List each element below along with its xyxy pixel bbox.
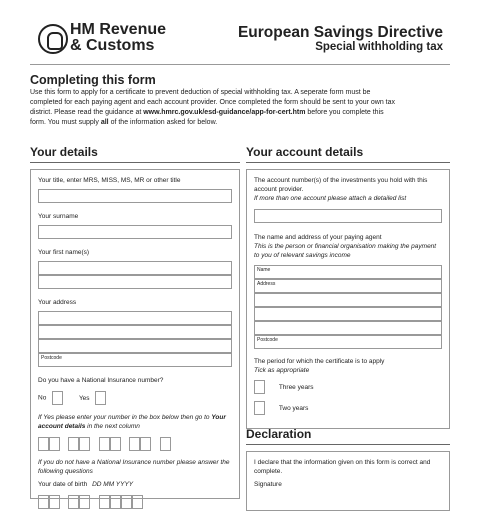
title-field[interactable] <box>38 189 232 203</box>
ni-box[interactable] <box>49 437 60 451</box>
ni-number-boxes <box>38 435 232 450</box>
paying-agent-fields <box>254 265 442 349</box>
no-ni-instruction: If you do not have a National Insurance number please answer the following questions <box>38 459 230 475</box>
surname-field[interactable] <box>38 225 232 239</box>
agent-address-label: Address <box>257 281 276 287</box>
intro-text-b: before you complete this form. You must supply <box>30 109 384 126</box>
surname-label: Your surname <box>38 213 79 220</box>
two-years-label: Two years <box>278 404 309 412</box>
agent-address-field-4[interactable] <box>254 321 442 335</box>
intro-text-c: of the information asked for below. <box>108 119 218 126</box>
postcode-field[interactable] <box>38 353 232 367</box>
dob-box[interactable] <box>121 495 132 509</box>
paying-agent-label: The name and address of your paying agent <box>254 234 382 241</box>
agent-name-label: Name <box>257 267 271 273</box>
agent-postcode-field[interactable] <box>254 335 442 349</box>
ni-box[interactable] <box>140 437 151 451</box>
agent-address-field-1[interactable] <box>254 279 442 293</box>
no-label: No <box>38 394 47 402</box>
account-details-section <box>246 145 450 429</box>
address-field-2[interactable] <box>38 325 232 339</box>
dob-label-text: Your date of birth <box>38 481 88 488</box>
your-details-panel <box>30 169 240 499</box>
ni-box[interactable] <box>160 437 171 451</box>
agent-postcode-label: Postcode <box>257 337 278 343</box>
your-details-heading: Your details <box>30 145 240 163</box>
declaration-heading: Declaration <box>246 427 450 445</box>
ni-box[interactable] <box>79 437 90 451</box>
first-names-label: Your first name(s) <box>38 249 90 256</box>
postcode-label: Postcode <box>41 355 62 361</box>
account-numbers-label: The account number(s) of the investments you hold with this account provider. <box>254 177 428 193</box>
ni-choice-row <box>38 391 232 407</box>
dob-box[interactable] <box>68 495 79 509</box>
yes-label: Yes <box>78 394 90 402</box>
document-subtitle: Special withholding tax <box>315 41 443 53</box>
dob-format: DD MM YYYY <box>92 481 134 488</box>
no-checkbox[interactable] <box>52 391 63 405</box>
dob-box[interactable] <box>49 495 60 509</box>
ni-box[interactable] <box>38 437 49 451</box>
dob-box[interactable] <box>99 495 110 509</box>
agent-name-field[interactable] <box>254 265 442 279</box>
account-details-heading: Your account details <box>246 145 450 163</box>
address-field-1[interactable] <box>38 311 232 325</box>
dob-boxes <box>38 493 232 508</box>
document-title: European Savings Directive <box>237 24 443 41</box>
guidance-link[interactable]: www.hmrc.gov.uk/esd-guidance/app-for-cert.htm <box>143 109 306 116</box>
declaration-text: I declare that the information given on this form is correct and complete. <box>254 459 431 475</box>
dob-box[interactable] <box>79 495 90 509</box>
paying-agent-hint: This is the person or financial organisation making the payment to you of relevant savings income <box>254 243 437 259</box>
ni-box[interactable] <box>68 437 79 451</box>
account-numbers-field[interactable] <box>254 209 442 223</box>
intro-text-a: Use this form to apply for a certificate to prevent deduction of special withholding tax. A seperate form must be completed for each paying agent and each account provider. Once completed the form should be sent to your own tax district. Please read the guidance at <box>30 89 396 116</box>
three-years-row <box>254 380 442 396</box>
ni-instruction-a: If Yes please enter your number in the box below then go to <box>38 414 212 421</box>
agent-address-field-2[interactable] <box>254 293 442 307</box>
logo-line-1: HM Revenue <box>70 21 167 38</box>
first-name-field-1[interactable] <box>38 261 232 275</box>
dob-box[interactable] <box>110 495 121 509</box>
header-divider <box>30 64 450 65</box>
intro-heading: Completing this form <box>30 73 156 87</box>
account-numbers-hint: If more than one account please attach a detailed list <box>254 195 407 202</box>
ni-box[interactable] <box>99 437 110 451</box>
two-years-checkbox[interactable] <box>254 401 265 415</box>
address-field-3[interactable] <box>38 339 232 353</box>
ni-box[interactable] <box>129 437 140 451</box>
crown-crest-icon <box>38 24 68 54</box>
ni-question: Do you have a National Insurance number? <box>38 377 164 384</box>
agent-address-field-3[interactable] <box>254 307 442 321</box>
first-name-field-2[interactable] <box>38 275 232 289</box>
ni-instruction-b: in the next column <box>85 423 140 430</box>
ni-box[interactable] <box>110 437 121 451</box>
address-label: Your address <box>38 299 77 306</box>
intro-text <box>30 88 400 128</box>
three-years-label: Three years <box>278 383 314 391</box>
logo-line-2: & Customs <box>70 37 155 54</box>
hmrc-logo <box>70 22 180 54</box>
dob-box[interactable] <box>132 495 143 509</box>
title-label: Your title, enter MRS, MISS, MS, MR or other title <box>38 177 181 184</box>
yes-checkbox[interactable] <box>95 391 106 405</box>
ni-instruction-bold: Your account details <box>38 414 226 430</box>
signature-label: Signature <box>254 481 282 488</box>
two-years-row <box>254 401 442 417</box>
three-years-checkbox[interactable] <box>254 380 265 394</box>
ni-instruction <box>38 413 232 431</box>
dob-label <box>38 480 232 489</box>
period-hint: Tick as appropriate <box>254 367 310 374</box>
declaration-section <box>246 427 450 511</box>
dob-box[interactable] <box>38 495 49 509</box>
account-details-panel <box>246 169 450 429</box>
period-label: The period for which the certificate is to apply <box>254 358 385 365</box>
declaration-panel <box>246 451 450 511</box>
intro-bold-all: all <box>100 119 109 126</box>
your-details-section <box>30 145 240 499</box>
